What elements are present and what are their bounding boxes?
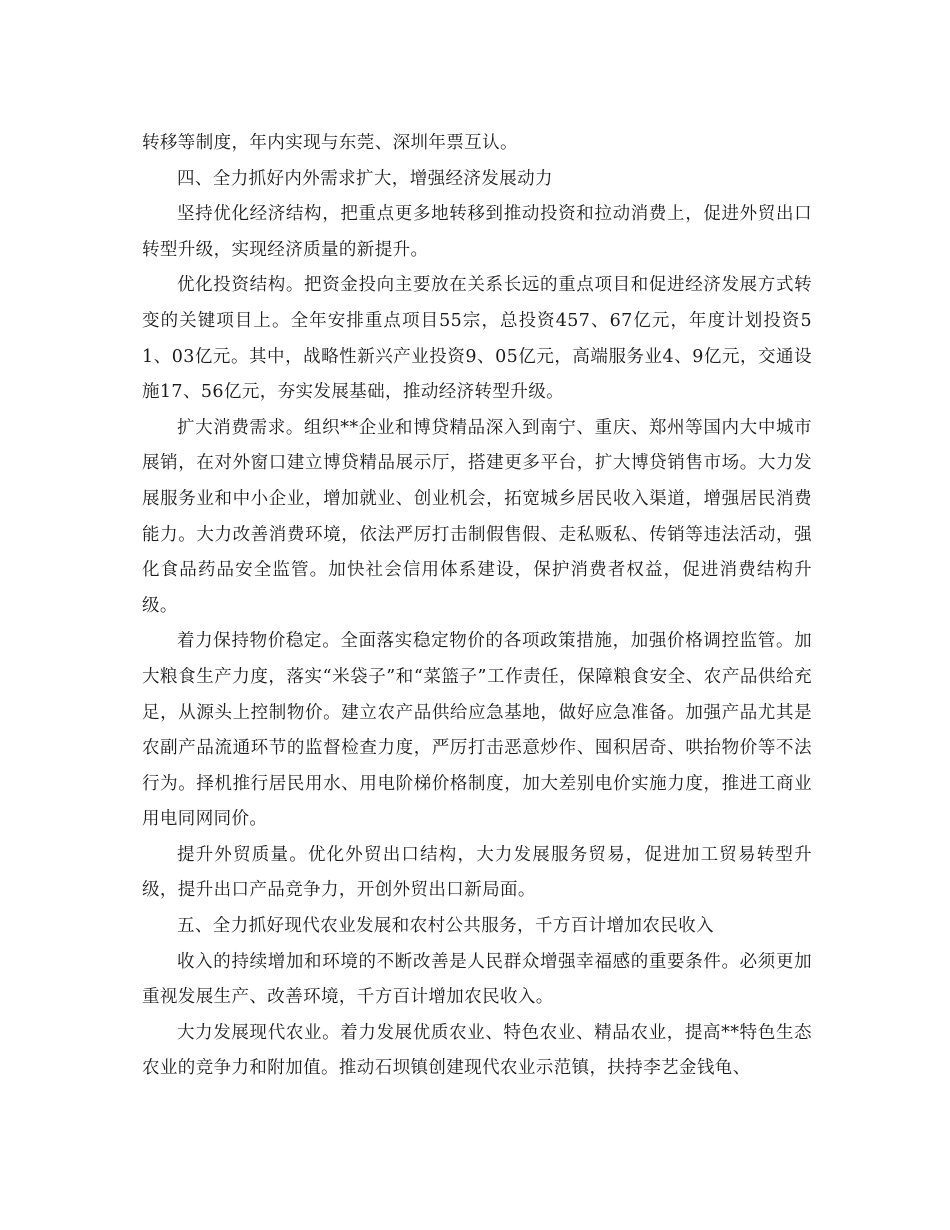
paragraph-prices: 着力保持物价稳定。全面落实稳定物价的各项政策措施，加强价格调控监管。加大粮食生产力度，落实“米袋子”和“菜篮子”工作责任，保障粮食安全、农产品供给充足，从源头上控制物价。建立农产品供给应急基地，做好应急准备。加强产品尤其是农副产品流通环节的监督检查力度，严厉打击恶意炒作、囤积居奇、哄抬物价等不法行为。择机推行居民用水、用电阶梯价格制度，加大差别电价实施力度，推进工商业用电同网同价。: [142, 631, 812, 830]
document-body: [142, 126, 812, 1087]
paragraph-investment: 优化投资结构。把资金投向主要放在关系长远的重点项目和促进经济发展方式转变的关键项目上。全年安排重点项目55宗，总投资457、67亿元，年度计划投资51、03亿元。其中，战略性新兴产业投资9、05亿元，高端服务业4、9亿元，交通设施17、56亿元，夯实发展基础，推动经济转型升级。: [142, 275, 812, 403]
paragraph-income: 收入的持续增加和环境的不断改善是人民群众增强幸福感的重要条件。必须更加重视发展生产、改善环境，千方百计增加农民收入。: [142, 951, 812, 1008]
paragraph-1: 转移等制度，年内实现与东莞、深圳年票互认。: [142, 133, 518, 153]
paragraph-3: 坚持优化经济结构，把重点更多地转移到推动投资和拉动消费上，促进外贸出口转型升级，实现经济质量的新提升。: [142, 204, 812, 260]
paragraph-trade: 提升外贸质量。优化外贸出口结构，大力发展服务贸易，促进加工贸易转型升级，提升出口产品竞争力，开创外贸出口新局面。: [142, 844, 812, 901]
paragraph-agriculture: 大力发展现代农业。着力发展优质农业、特色农业、精品农业，提高**特色生态农业的竞争力和附加值。推动石坝镇创建现代农业示范镇，扶持李艺金钱龟、: [142, 1022, 812, 1079]
paragraph-consumption: 扩大消费需求。组织**企业和博贷精品深入到南宁、重庆、郑州等国内大中城市展销，在对外窗口建立博贷精品展示厅，搭建更多平台，扩大博贷销售市场。大力发展服务业和中小企业，增加就业、创业机会，拓宽城乡居民收入渠道，增强居民消费能力。大力改善消费环境，依法严厉打击制假售假、走私贩私、传销等违法活动，强化食品药品安全监管。加快社会信用体系建设，保护消费者权益，促进消费结构升级。: [142, 417, 812, 616]
section-heading-4: 四、全力抓好内外需求扩大，增强经济发展动力: [177, 168, 553, 189]
section-heading-5: 五、全力抓好现代农业发展和农村公共服务，千方百计增加农民收入: [177, 916, 714, 937]
